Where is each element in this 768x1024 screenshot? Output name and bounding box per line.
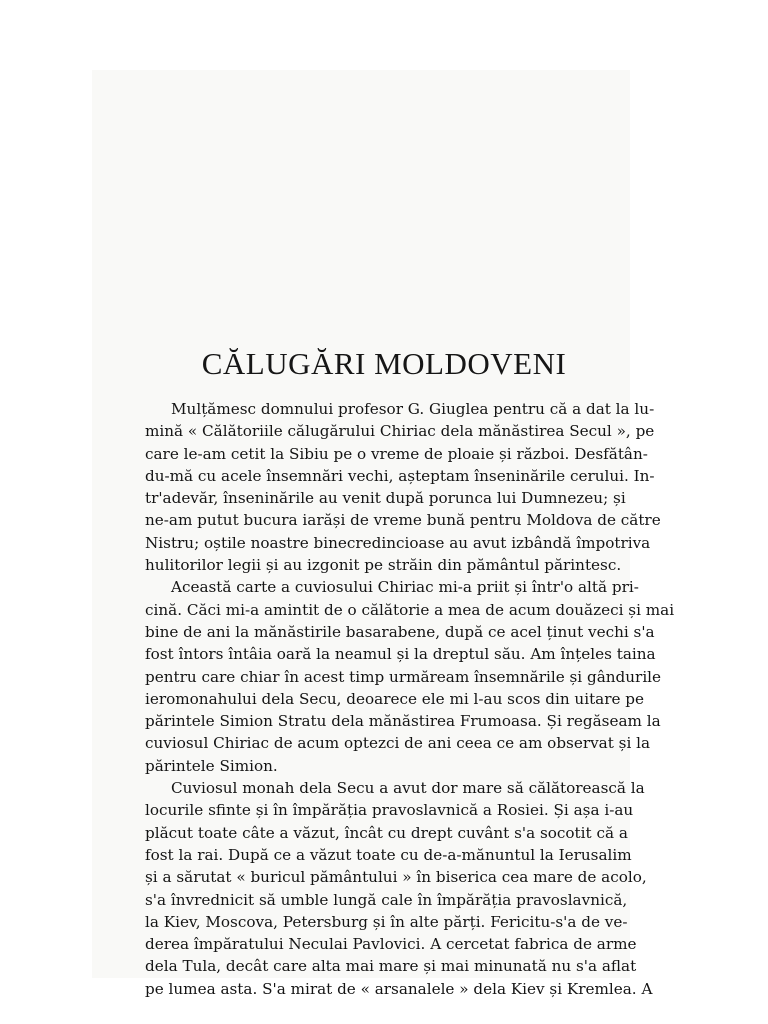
text-line: s'a învrednicit să umble lungă cale în împărăția pravoslavnică, bbox=[145, 890, 628, 909]
text-line: mină « Călătoriile călugărului Chiriac dela mănăstirea Secul », pe bbox=[145, 422, 655, 441]
text-line: du-mă cu acele însemnări vechi, așteptam înseninările cerului. In- bbox=[145, 466, 655, 485]
text-line: hulitorilor legii și au izgonit pe străin din pământul părintesc. bbox=[145, 556, 622, 575]
text-line: pentru care chiar în acest timp urmăream însemnările și gândurile bbox=[145, 667, 662, 686]
text-line: pe lumea asta. S'a mirat de « arsanalele » dela Kiev și Kremlea. A bbox=[145, 979, 653, 998]
text-line: și a sărutat « buricul pământului » în biserica cea mare de acolo, bbox=[145, 868, 647, 887]
text-line: Mulțămesc domnului profesor G. Giuglea pentru că a dat la lu- bbox=[171, 400, 655, 418]
text-line: care le-am cetit la Sibiu pe o vreme de ploaie și război. Desfătân- bbox=[145, 444, 648, 463]
text-line: fost la rai. După ce a văzut toate cu de-a-mănuntul la Ierusalim bbox=[145, 845, 632, 864]
text-line: ne-am putut bucura iarăși de vreme bună pentru Moldova de către bbox=[145, 511, 661, 530]
text-line: părintele Simion. bbox=[145, 756, 278, 775]
text-line: plăcut toate câte a văzut, încât cu drept cuvânt s'a socotit că a bbox=[145, 823, 628, 842]
text-line: ieromonahului dela Secu, deoarece ele mi l-au scos din uitare pe bbox=[145, 689, 645, 708]
page-title: CĂLUGĂRI MOLDOVENI bbox=[201, 346, 567, 381]
body-text bbox=[145, 398, 675, 1000]
text-line: Cuviosul monah dela Secu a avut dor mare să călătorească la bbox=[171, 779, 645, 798]
text-line: bine de ani la mănăstirile basarabene, după ce acel ținut vechi s'a bbox=[145, 622, 655, 641]
text-line: părintele Simion Stratu dela mănăstirea Frumoasa. Și regăseam la bbox=[145, 712, 661, 731]
text-line: derea împăratului Neculai Pavlovici. A cercetat fabrica de arme bbox=[145, 935, 637, 954]
text-line: cină. Căci mi-a amintit de o călătorie a mea de acum douăzeci și mai bbox=[145, 600, 675, 619]
text-line: Nistru; oștile noastre binecredincioase au avut izbândă împotriva bbox=[145, 533, 651, 552]
text-line: cuviosul Chiriac de acum optezci de ani ceea ce am observat și la bbox=[145, 734, 651, 753]
text-line: la Kiev, Moscova, Petersburg și în alte părți. Fericitu-s'a de ve- bbox=[145, 912, 628, 931]
text-line: fost întors întâia oară la neamul și la dreptul său. Am înțeles taina bbox=[145, 645, 656, 664]
text-line: Această carte a cuviosului Chiriac mi-a priit și într'o altă pri- bbox=[171, 578, 639, 597]
text-line: dela Tula, decât care alta mai mare și mai minunată nu s'a aflat bbox=[145, 957, 637, 976]
text-line: tr'adevăr, înseninările au venit după porunca lui Dumnezeu; și bbox=[145, 489, 626, 508]
text-line: locurile sfinte și în împărăția pravoslavnică a Rosiei. Și așa i-au bbox=[145, 801, 634, 820]
